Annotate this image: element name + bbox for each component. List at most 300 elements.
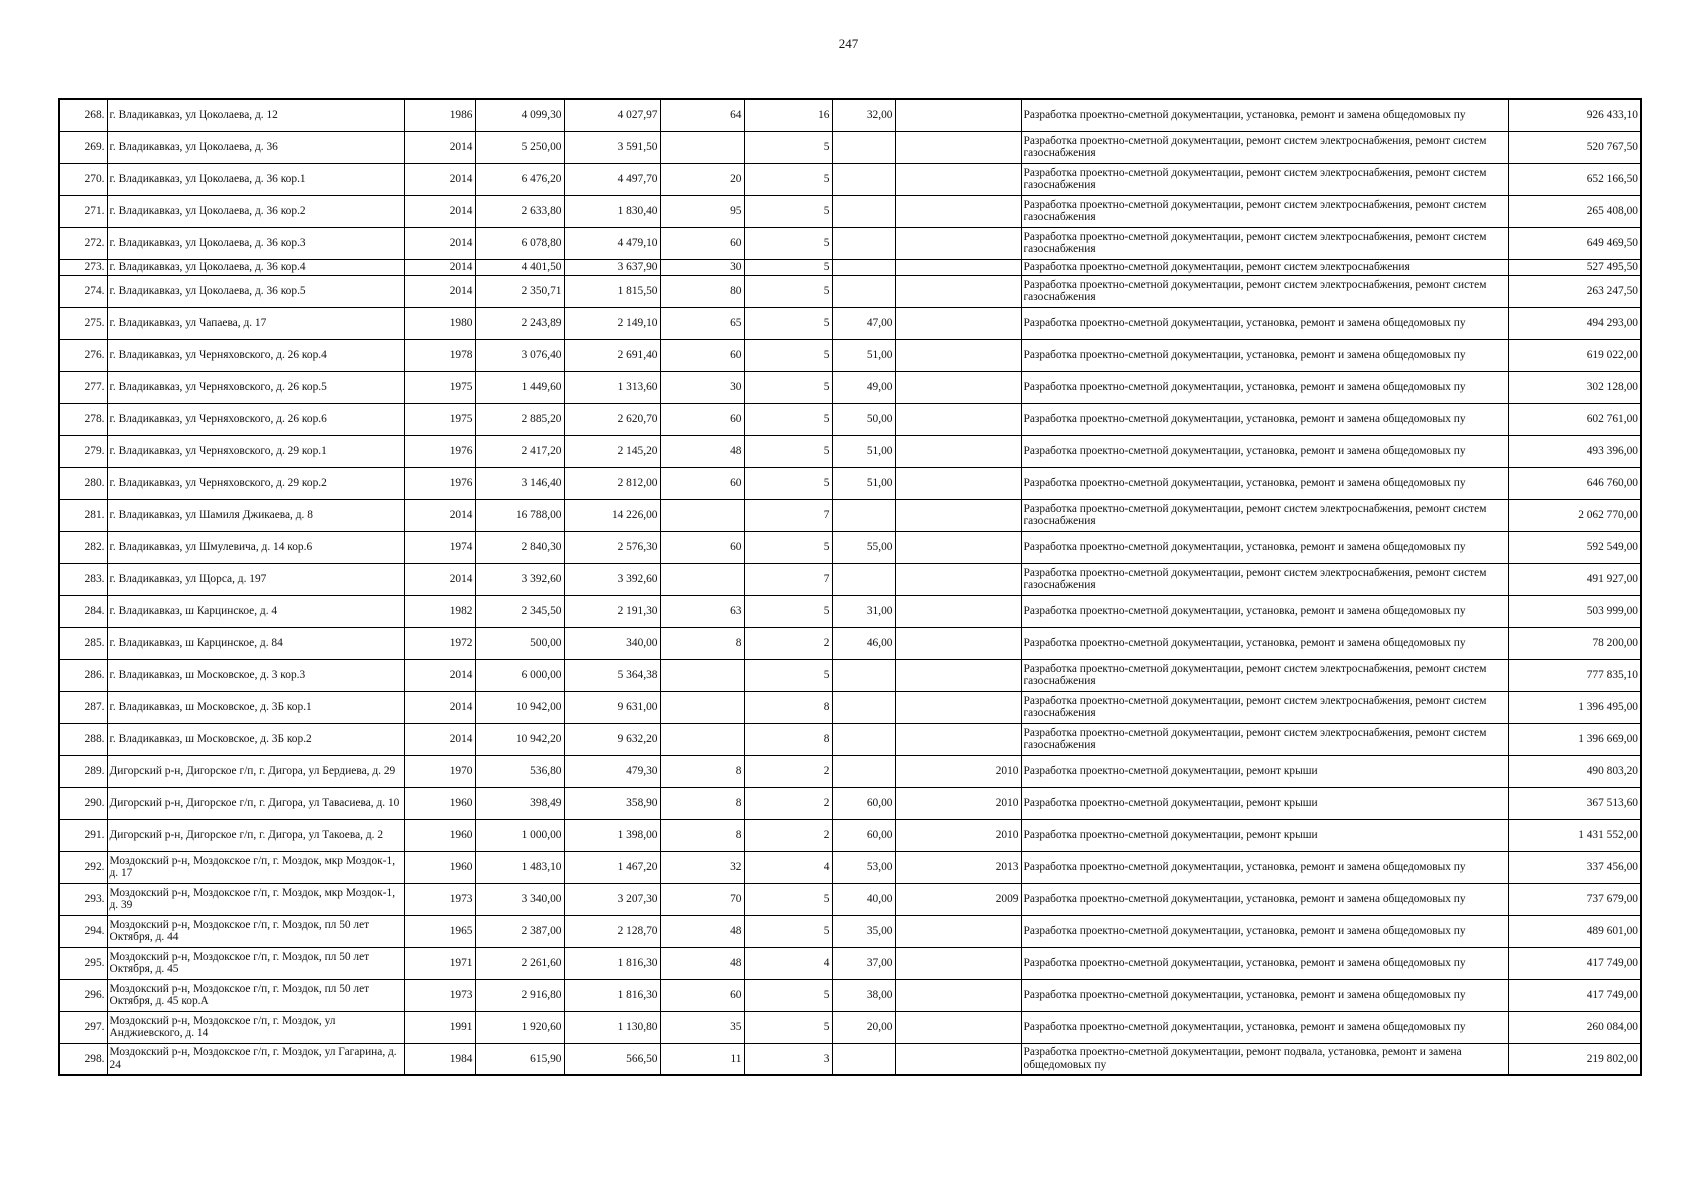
table-row <box>59 163 1641 195</box>
work-description-cell: Разработка проектно-сметной документации, ремонт крыши <box>1021 787 1508 819</box>
cost-cell: 302 128,00 <box>1508 371 1641 403</box>
table-row <box>59 755 1641 787</box>
address-cell: г. Владикавказ, ул Цоколаева, д. 36 кор.1 <box>107 163 404 195</box>
apartments-cell: 11 <box>660 1043 744 1075</box>
apartments-cell: 70 <box>660 883 744 915</box>
year-built-cell: 2014 <box>404 259 475 275</box>
row-number-cell: 268. <box>59 99 107 131</box>
address-cell: Моздокский р-н, Моздокское г/п, г. Моздок, мкр Моздок-1, д. 17 <box>107 851 404 883</box>
table-row <box>59 531 1641 563</box>
total-area-cell: 2 633,80 <box>475 195 564 227</box>
work-description-cell: Разработка проектно-сметной документации, ремонт систем электроснабжения, ремонт систем газоснабжения <box>1021 195 1508 227</box>
floors-cell: 7 <box>744 499 832 531</box>
living-area-cell: 2 620,70 <box>564 403 660 435</box>
table-body <box>59 99 1641 1075</box>
apartments-cell: 48 <box>660 435 744 467</box>
row-number-cell: 274. <box>59 275 107 307</box>
living-area-cell: 2 812,00 <box>564 467 660 499</box>
cost-cell: 337 456,00 <box>1508 851 1641 883</box>
floors-cell: 4 <box>744 851 832 883</box>
year-built-cell: 2014 <box>404 275 475 307</box>
apartments-cell <box>660 691 744 723</box>
total-area-cell: 2 417,20 <box>475 435 564 467</box>
last-repair-year-cell <box>895 163 1021 195</box>
living-area-cell: 4 479,10 <box>564 227 660 259</box>
row-number-cell: 284. <box>59 595 107 627</box>
wear-percent-cell <box>832 755 895 787</box>
cost-cell: 1 431 552,00 <box>1508 819 1641 851</box>
wear-percent-cell <box>832 275 895 307</box>
wear-percent-cell: 51,00 <box>832 435 895 467</box>
wear-percent-cell <box>832 259 895 275</box>
table-row <box>59 195 1641 227</box>
apartments-cell <box>660 131 744 163</box>
cost-cell: 490 803,20 <box>1508 755 1641 787</box>
year-built-cell: 1965 <box>404 915 475 947</box>
work-description-cell: Разработка проектно-сметной документации, установка, ремонт и замена общедомовых пу <box>1021 627 1508 659</box>
total-area-cell: 1 920,60 <box>475 1011 564 1043</box>
floors-cell: 2 <box>744 787 832 819</box>
address-cell: г. Владикавказ, ул Шамиля Джикаева, д. 8 <box>107 499 404 531</box>
address-cell: Дигорский р-н, Дигорское г/п, г. Дигора, ул Такоева, д. 2 <box>107 819 404 851</box>
row-number-cell: 285. <box>59 627 107 659</box>
living-area-cell: 2 128,70 <box>564 915 660 947</box>
table-row <box>59 595 1641 627</box>
cost-cell: 367 513,60 <box>1508 787 1641 819</box>
cost-cell: 2 062 770,00 <box>1508 499 1641 531</box>
address-cell: г. Владикавказ, ул Цоколаева, д. 36 кор.3 <box>107 227 404 259</box>
last-repair-year-cell <box>895 915 1021 947</box>
address-cell: г. Владикавказ, ш Московское, д. 3 кор.3 <box>107 659 404 691</box>
table-row <box>59 851 1641 883</box>
year-built-cell: 1960 <box>404 851 475 883</box>
cost-cell: 1 396 495,00 <box>1508 691 1641 723</box>
apartments-cell: 60 <box>660 403 744 435</box>
address-cell: г. Владикавказ, ш Карцинское, д. 84 <box>107 627 404 659</box>
total-area-cell: 3 392,60 <box>475 563 564 595</box>
row-number-cell: 270. <box>59 163 107 195</box>
last-repair-year-cell <box>895 723 1021 755</box>
year-built-cell: 1975 <box>404 371 475 403</box>
work-description-cell: Разработка проектно-сметной документации, ремонт систем электроснабжения <box>1021 259 1508 275</box>
floors-cell: 5 <box>744 227 832 259</box>
work-description-cell: Разработка проектно-сметной документации, ремонт систем электроснабжения, ремонт систем газоснабжения <box>1021 723 1508 755</box>
last-repair-year-cell <box>895 659 1021 691</box>
last-repair-year-cell <box>895 947 1021 979</box>
floors-cell: 5 <box>744 883 832 915</box>
year-built-cell: 2014 <box>404 195 475 227</box>
cost-cell: 1 396 669,00 <box>1508 723 1641 755</box>
last-repair-year-cell <box>895 195 1021 227</box>
last-repair-year-cell: 2013 <box>895 851 1021 883</box>
apartments-cell <box>660 659 744 691</box>
wear-percent-cell <box>832 227 895 259</box>
table-row <box>59 691 1641 723</box>
floors-cell: 8 <box>744 723 832 755</box>
table-row <box>59 227 1641 259</box>
last-repair-year-cell <box>895 1043 1021 1075</box>
year-built-cell: 2014 <box>404 163 475 195</box>
wear-percent-cell <box>832 1043 895 1075</box>
row-number-cell: 294. <box>59 915 107 947</box>
address-cell: Дигорский р-н, Дигорское г/п, г. Дигора, ул Тавасиева, д. 10 <box>107 787 404 819</box>
table-row <box>59 99 1641 131</box>
year-built-cell: 1991 <box>404 1011 475 1043</box>
living-area-cell: 1 313,60 <box>564 371 660 403</box>
cost-cell: 219 802,00 <box>1508 1043 1641 1075</box>
row-number-cell: 275. <box>59 307 107 339</box>
wear-percent-cell <box>832 499 895 531</box>
total-area-cell: 536,80 <box>475 755 564 787</box>
year-built-cell: 1973 <box>404 979 475 1011</box>
cost-cell: 78 200,00 <box>1508 627 1641 659</box>
last-repair-year-cell: 2010 <box>895 787 1021 819</box>
living-area-cell: 2 145,20 <box>564 435 660 467</box>
work-description-cell: Разработка проектно-сметной документации, ремонт систем электроснабжения, ремонт систем газоснабжения <box>1021 275 1508 307</box>
wear-percent-cell: 38,00 <box>832 979 895 1011</box>
work-description-cell: Разработка проектно-сметной документации, установка, ремонт и замена общедомовых пу <box>1021 947 1508 979</box>
apartments-cell: 35 <box>660 1011 744 1043</box>
address-cell: г. Владикавказ, ул Черняховского, д. 29 кор.1 <box>107 435 404 467</box>
total-area-cell: 16 788,00 <box>475 499 564 531</box>
living-area-cell: 1 830,40 <box>564 195 660 227</box>
wear-percent-cell: 20,00 <box>832 1011 895 1043</box>
last-repair-year-cell <box>895 531 1021 563</box>
row-number-cell: 282. <box>59 531 107 563</box>
table-row <box>59 659 1641 691</box>
total-area-cell: 2 261,60 <box>475 947 564 979</box>
table-row <box>59 947 1641 979</box>
living-area-cell: 3 392,60 <box>564 563 660 595</box>
cost-cell: 417 749,00 <box>1508 979 1641 1011</box>
last-repair-year-cell <box>895 227 1021 259</box>
floors-cell: 5 <box>744 371 832 403</box>
work-description-cell: Разработка проектно-сметной документации, ремонт систем электроснабжения, ремонт систем газоснабжения <box>1021 163 1508 195</box>
work-description-cell: Разработка проектно-сметной документации, ремонт крыши <box>1021 819 1508 851</box>
total-area-cell: 5 250,00 <box>475 131 564 163</box>
wear-percent-cell: 46,00 <box>832 627 895 659</box>
floors-cell: 5 <box>744 339 832 371</box>
living-area-cell: 2 691,40 <box>564 339 660 371</box>
living-area-cell: 1 467,20 <box>564 851 660 883</box>
living-area-cell: 1 815,50 <box>564 275 660 307</box>
apartments-cell <box>660 723 744 755</box>
apartments-cell: 32 <box>660 851 744 883</box>
floors-cell: 5 <box>744 259 832 275</box>
work-description-cell: Разработка проектно-сметной документации, установка, ремонт и замена общедомовых пу <box>1021 1011 1508 1043</box>
table-row <box>59 371 1641 403</box>
total-area-cell: 1 000,00 <box>475 819 564 851</box>
apartments-cell: 8 <box>660 787 744 819</box>
wear-percent-cell: 32,00 <box>832 99 895 131</box>
work-description-cell: Разработка проектно-сметной документации, установка, ремонт и замена общедомовых пу <box>1021 595 1508 627</box>
living-area-cell: 479,30 <box>564 755 660 787</box>
wear-percent-cell: 37,00 <box>832 947 895 979</box>
total-area-cell: 615,90 <box>475 1043 564 1075</box>
cost-cell: 491 927,00 <box>1508 563 1641 595</box>
year-built-cell: 1984 <box>404 1043 475 1075</box>
row-number-cell: 291. <box>59 819 107 851</box>
wear-percent-cell: 47,00 <box>832 307 895 339</box>
last-repair-year-cell <box>895 339 1021 371</box>
address-cell: г. Владикавказ, ул Щорса, д. 197 <box>107 563 404 595</box>
living-area-cell: 1 816,30 <box>564 979 660 1011</box>
wear-percent-cell: 60,00 <box>832 819 895 851</box>
table-row <box>59 435 1641 467</box>
row-number-cell: 278. <box>59 403 107 435</box>
apartments-cell: 63 <box>660 595 744 627</box>
apartments-cell: 48 <box>660 947 744 979</box>
cost-cell: 592 549,00 <box>1508 531 1641 563</box>
row-number-cell: 290. <box>59 787 107 819</box>
total-area-cell: 10 942,20 <box>475 723 564 755</box>
floors-cell: 2 <box>744 755 832 787</box>
living-area-cell: 9 631,00 <box>564 691 660 723</box>
cost-cell: 737 679,00 <box>1508 883 1641 915</box>
total-area-cell: 6 000,00 <box>475 659 564 691</box>
table-row <box>59 339 1641 371</box>
apartments-cell: 60 <box>660 339 744 371</box>
address-cell: г. Владикавказ, ш Московское, д. 3Б кор.2 <box>107 723 404 755</box>
housing-repair-table <box>58 98 1642 1076</box>
work-description-cell: Разработка проектно-сметной документации, установка, ремонт и замена общедомовых пу <box>1021 307 1508 339</box>
year-built-cell: 1980 <box>404 307 475 339</box>
row-number-cell: 287. <box>59 691 107 723</box>
address-cell: Моздокский р-н, Моздокское г/п, г. Моздок, пл 50 лет Октября, д. 45 кор.А <box>107 979 404 1011</box>
living-area-cell: 1 130,80 <box>564 1011 660 1043</box>
year-built-cell: 2014 <box>404 499 475 531</box>
wear-percent-cell <box>832 131 895 163</box>
living-area-cell: 340,00 <box>564 627 660 659</box>
table-row <box>59 307 1641 339</box>
address-cell: г. Владикавказ, ул Цоколаева, д. 12 <box>107 99 404 131</box>
floors-cell: 5 <box>744 915 832 947</box>
apartments-cell: 30 <box>660 259 744 275</box>
address-cell: г. Владикавказ, ул Цоколаева, д. 36 <box>107 131 404 163</box>
table-row <box>59 467 1641 499</box>
address-cell: г. Владикавказ, ш Московское, д. 3Б кор.1 <box>107 691 404 723</box>
living-area-cell: 4 027,97 <box>564 99 660 131</box>
work-description-cell: Разработка проектно-сметной документации, установка, ремонт и замена общедомовых пу <box>1021 435 1508 467</box>
floors-cell: 5 <box>744 307 832 339</box>
wear-percent-cell: 31,00 <box>832 595 895 627</box>
total-area-cell: 3 076,40 <box>475 339 564 371</box>
last-repair-year-cell: 2010 <box>895 819 1021 851</box>
total-area-cell: 2 387,00 <box>475 915 564 947</box>
wear-percent-cell: 53,00 <box>832 851 895 883</box>
year-built-cell: 2014 <box>404 227 475 259</box>
last-repair-year-cell <box>895 259 1021 275</box>
table-row <box>59 403 1641 435</box>
year-built-cell: 1960 <box>404 819 475 851</box>
cost-cell: 489 601,00 <box>1508 915 1641 947</box>
table-row <box>59 499 1641 531</box>
living-area-cell: 2 576,30 <box>564 531 660 563</box>
table-row <box>59 883 1641 915</box>
floors-cell: 5 <box>744 659 832 691</box>
last-repair-year-cell <box>895 627 1021 659</box>
cost-cell: 263 247,50 <box>1508 275 1641 307</box>
work-description-cell: Разработка проектно-сметной документации, установка, ремонт и замена общедомовых пу <box>1021 915 1508 947</box>
apartments-cell: 65 <box>660 307 744 339</box>
last-repair-year-cell: 2009 <box>895 883 1021 915</box>
cost-cell: 265 408,00 <box>1508 195 1641 227</box>
address-cell: г. Владикавказ, ул Черняховского, д. 29 кор.2 <box>107 467 404 499</box>
table-row <box>59 1043 1641 1075</box>
table-row <box>59 723 1641 755</box>
work-description-cell: Разработка проектно-сметной документации, установка, ремонт и замена общедомовых пу <box>1021 883 1508 915</box>
floors-cell: 4 <box>744 947 832 979</box>
wear-percent-cell <box>832 563 895 595</box>
living-area-cell: 566,50 <box>564 1043 660 1075</box>
total-area-cell: 2 885,20 <box>475 403 564 435</box>
wear-percent-cell <box>832 163 895 195</box>
cost-cell: 646 760,00 <box>1508 467 1641 499</box>
last-repair-year-cell <box>895 691 1021 723</box>
row-number-cell: 273. <box>59 259 107 275</box>
address-cell: Дигорский р-н, Дигорское г/п, г. Дигора, ул Бердиева, д. 29 <box>107 755 404 787</box>
floors-cell: 5 <box>744 131 832 163</box>
row-number-cell: 296. <box>59 979 107 1011</box>
work-description-cell: Разработка проектно-сметной документации, установка, ремонт и замена общедомовых пу <box>1021 467 1508 499</box>
floors-cell: 2 <box>744 819 832 851</box>
living-area-cell: 4 497,70 <box>564 163 660 195</box>
row-number-cell: 279. <box>59 435 107 467</box>
year-built-cell: 1972 <box>404 627 475 659</box>
address-cell: Моздокский р-н, Моздокское г/п, г. Моздок, пл 50 лет Октября, д. 45 <box>107 947 404 979</box>
total-area-cell: 3 146,40 <box>475 467 564 499</box>
last-repair-year-cell <box>895 499 1021 531</box>
apartments-cell: 30 <box>660 371 744 403</box>
last-repair-year-cell <box>895 371 1021 403</box>
address-cell: г. Владикавказ, ул Чапаева, д. 17 <box>107 307 404 339</box>
floors-cell: 16 <box>744 99 832 131</box>
floors-cell: 5 <box>744 163 832 195</box>
table-row <box>59 819 1641 851</box>
row-number-cell: 297. <box>59 1011 107 1043</box>
last-repair-year-cell: 2010 <box>895 755 1021 787</box>
living-area-cell: 3 591,50 <box>564 131 660 163</box>
total-area-cell: 3 340,00 <box>475 883 564 915</box>
year-built-cell: 2014 <box>404 563 475 595</box>
year-built-cell: 1976 <box>404 467 475 499</box>
floors-cell: 5 <box>744 435 832 467</box>
year-built-cell: 1970 <box>404 755 475 787</box>
year-built-cell: 2014 <box>404 131 475 163</box>
year-built-cell: 1960 <box>404 787 475 819</box>
year-built-cell: 2014 <box>404 723 475 755</box>
living-area-cell: 358,90 <box>564 787 660 819</box>
apartments-cell: 60 <box>660 979 744 1011</box>
wear-percent-cell: 50,00 <box>832 403 895 435</box>
total-area-cell: 2 243,89 <box>475 307 564 339</box>
year-built-cell: 1973 <box>404 883 475 915</box>
total-area-cell: 2 840,30 <box>475 531 564 563</box>
total-area-cell: 6 078,80 <box>475 227 564 259</box>
table-row <box>59 627 1641 659</box>
apartments-cell: 60 <box>660 467 744 499</box>
wear-percent-cell <box>832 195 895 227</box>
row-number-cell: 281. <box>59 499 107 531</box>
wear-percent-cell: 35,00 <box>832 915 895 947</box>
work-description-cell: Разработка проектно-сметной документации, ремонт систем электроснабжения, ремонт систем газоснабжения <box>1021 227 1508 259</box>
address-cell: г. Владикавказ, ул Цоколаева, д. 36 кор.4 <box>107 259 404 275</box>
last-repair-year-cell <box>895 435 1021 467</box>
row-number-cell: 280. <box>59 467 107 499</box>
apartments-cell: 20 <box>660 163 744 195</box>
total-area-cell: 4 401,50 <box>475 259 564 275</box>
floors-cell: 3 <box>744 1043 832 1075</box>
floors-cell: 2 <box>744 627 832 659</box>
cost-cell: 503 999,00 <box>1508 595 1641 627</box>
last-repair-year-cell <box>895 131 1021 163</box>
cost-cell: 602 761,00 <box>1508 403 1641 435</box>
address-cell: г. Владикавказ, ш Карцинское, д. 4 <box>107 595 404 627</box>
year-built-cell: 1975 <box>404 403 475 435</box>
row-number-cell: 292. <box>59 851 107 883</box>
address-cell: Моздокский р-н, Моздокское г/п, г. Моздок, мкр Моздок-1, д. 39 <box>107 883 404 915</box>
apartments-cell: 60 <box>660 531 744 563</box>
cost-cell: 527 495,50 <box>1508 259 1641 275</box>
living-area-cell: 1 816,30 <box>564 947 660 979</box>
year-built-cell: 1978 <box>404 339 475 371</box>
row-number-cell: 272. <box>59 227 107 259</box>
row-number-cell: 271. <box>59 195 107 227</box>
row-number-cell: 269. <box>59 131 107 163</box>
work-description-cell: Разработка проектно-сметной документации, установка, ремонт и замена общедомовых пу <box>1021 371 1508 403</box>
total-area-cell: 1 483,10 <box>475 851 564 883</box>
work-description-cell: Разработка проектно-сметной документации, установка, ремонт и замена общедомовых пу <box>1021 979 1508 1011</box>
table-row <box>59 787 1641 819</box>
row-number-cell: 293. <box>59 883 107 915</box>
floors-cell: 5 <box>744 1011 832 1043</box>
address-cell: Моздокский р-н, Моздокское г/п, г. Моздок, пл 50 лет Октября, д. 44 <box>107 915 404 947</box>
total-area-cell: 4 099,30 <box>475 99 564 131</box>
work-description-cell: Разработка проектно-сметной документации, ремонт крыши <box>1021 755 1508 787</box>
apartments-cell: 64 <box>660 99 744 131</box>
last-repair-year-cell <box>895 563 1021 595</box>
address-cell: г. Владикавказ, ул Черняховского, д. 26 кор.5 <box>107 371 404 403</box>
cost-cell: 926 433,10 <box>1508 99 1641 131</box>
last-repair-year-cell <box>895 467 1021 499</box>
wear-percent-cell <box>832 723 895 755</box>
living-area-cell: 3 637,90 <box>564 259 660 275</box>
floors-cell: 5 <box>744 275 832 307</box>
work-description-cell: Разработка проектно-сметной документации, установка, ремонт и замена общедомовых пу <box>1021 851 1508 883</box>
last-repair-year-cell <box>895 275 1021 307</box>
table-row <box>59 259 1641 275</box>
year-built-cell: 1974 <box>404 531 475 563</box>
cost-cell: 619 022,00 <box>1508 339 1641 371</box>
floors-cell: 5 <box>744 979 832 1011</box>
address-cell: г. Владикавказ, ул Черняховского, д. 26 кор.6 <box>107 403 404 435</box>
apartments-cell: 8 <box>660 627 744 659</box>
apartments-cell <box>660 563 744 595</box>
wear-percent-cell: 60,00 <box>832 787 895 819</box>
floors-cell: 7 <box>744 563 832 595</box>
floors-cell: 8 <box>744 691 832 723</box>
work-description-cell: Разработка проектно-сметной документации, ремонт систем электроснабжения, ремонт систем газоснабжения <box>1021 563 1508 595</box>
living-area-cell: 5 364,38 <box>564 659 660 691</box>
work-description-cell: Разработка проектно-сметной документации, ремонт систем электроснабжения, ремонт систем газоснабжения <box>1021 131 1508 163</box>
address-cell: Моздокский р-н, Моздокское г/п, г. Моздок, ул Анджиевского, д. 14 <box>107 1011 404 1043</box>
last-repair-year-cell <box>895 307 1021 339</box>
row-number-cell: 277. <box>59 371 107 403</box>
cost-cell: 260 084,00 <box>1508 1011 1641 1043</box>
cost-cell: 649 469,50 <box>1508 227 1641 259</box>
total-area-cell: 1 449,60 <box>475 371 564 403</box>
row-number-cell: 276. <box>59 339 107 371</box>
